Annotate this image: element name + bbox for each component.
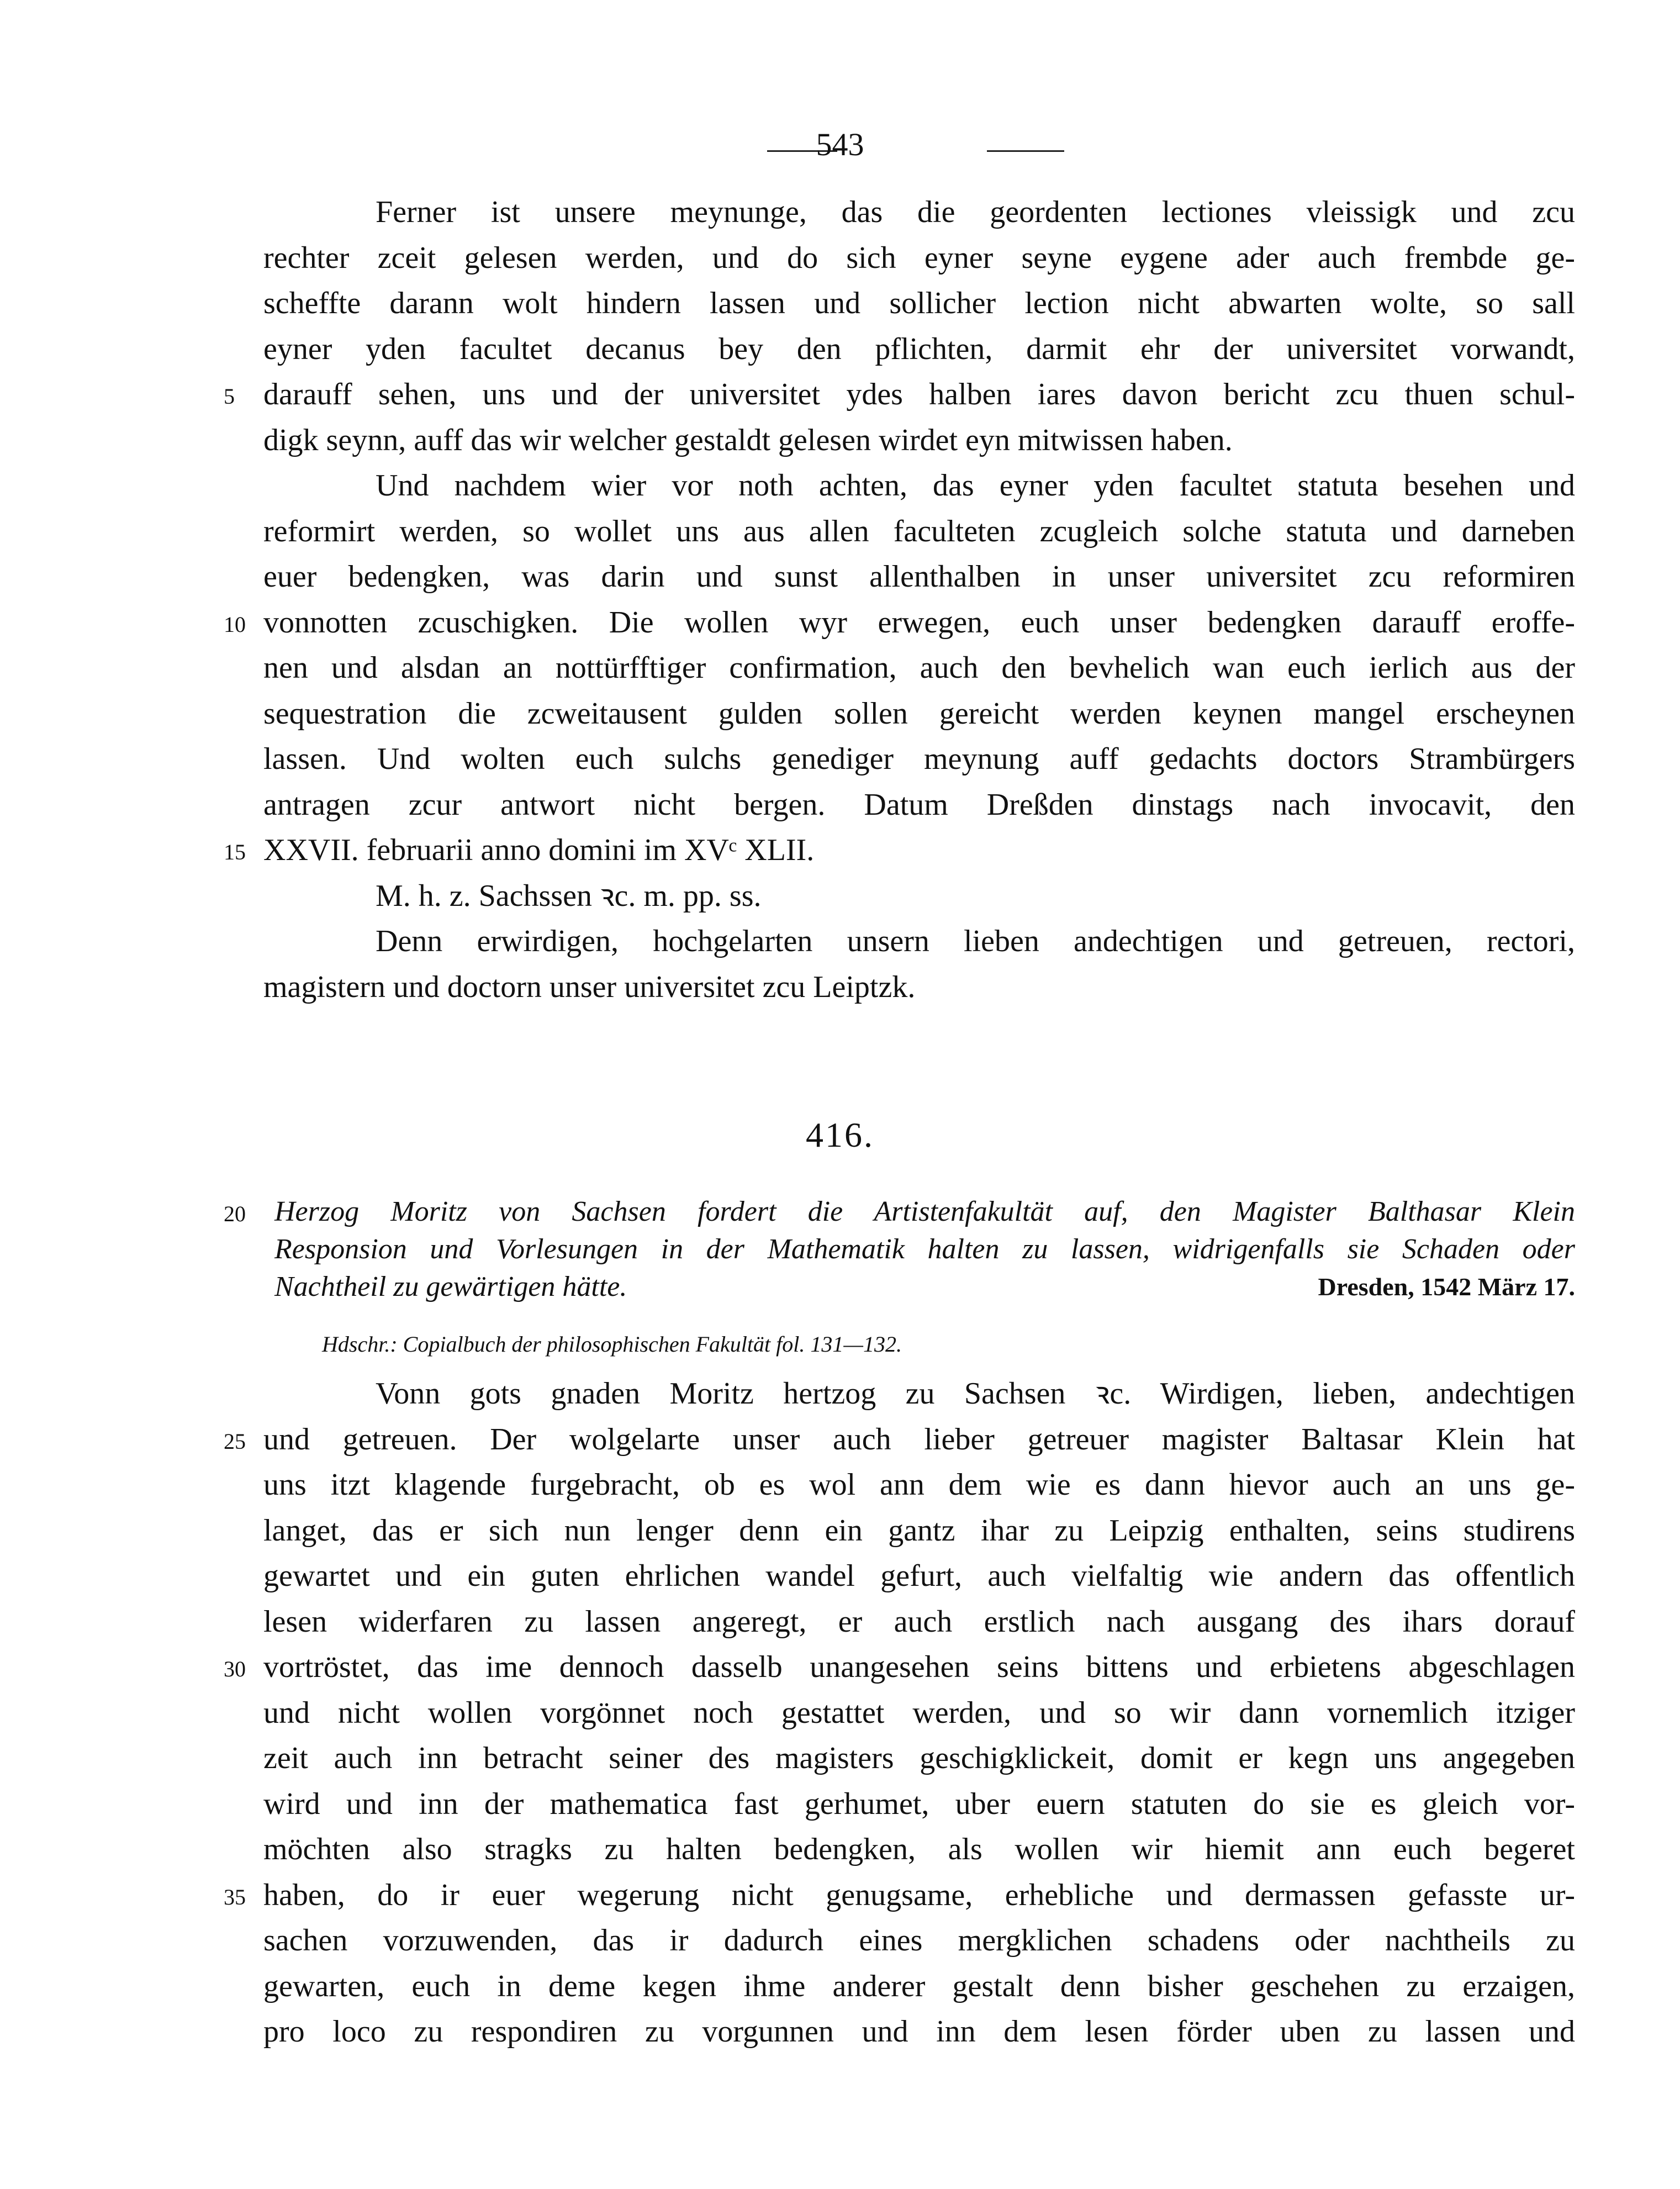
line-number: 10 [224, 611, 246, 637]
line-text: Responsion und Vorlesungen in der Mathematik halten zu lassen, widrigenfalls sie Schaden oder [274, 1233, 1575, 1265]
line-text: wird und inn der mathematica fast gerhumet, uber euern statuten do sie es gleich vor- [263, 1786, 1575, 1821]
line-text: sachen vorzuwenden, das ir dadurch eines mergklichen schadens oder nachtheils zu [263, 1923, 1575, 1958]
line-text: Vonn gots gnaden Moritz hertzog zu Sachsen ꝛc. Wirdigen, lieben, andechtigen [376, 1376, 1575, 1411]
text-line [263, 463, 1575, 509]
text-line [224, 600, 1575, 646]
line-number: 30 [224, 1657, 246, 1681]
text-line [263, 1371, 1575, 1417]
text-line [263, 281, 1575, 326]
line-text: magistern und doctorn unser universitet zcu Leiptzk. [263, 969, 916, 1004]
line-number: 20 [224, 1201, 246, 1226]
letter-text [224, 1371, 1575, 2055]
text-line [274, 1268, 1575, 1306]
text-line [224, 1644, 1575, 1690]
line-number: 25 [224, 1428, 246, 1454]
page-number: 543 [816, 126, 864, 162]
line-text: möchten also stragks zu halten bedengken, als wollen wir hiemit ann euch begeret [263, 1832, 1575, 1866]
line-number: 35 [224, 1884, 246, 1910]
line-number: 5 [224, 384, 235, 409]
line-text: Nachtheil zu gewärtigen hätte. [274, 1271, 627, 1302]
text-line [263, 1736, 1575, 1781]
text-line [263, 1781, 1575, 1827]
line-text: sequestration die zcweitausent gulden sollen gereicht werden keynen mangel erscheynen [263, 696, 1575, 731]
line-number: 15 [224, 840, 246, 864]
text-line [263, 1964, 1575, 2009]
text-line [263, 2009, 1575, 2055]
text-line [263, 509, 1575, 555]
source-note: Hdschr.: Copialbuch der philosophischen Fakultät fol. 131—132. [322, 1332, 902, 1357]
line-text: reformirt werden, so wollet uns aus allen faculteten zcugleich solche statuta und darneben [263, 514, 1575, 548]
line-text: gewarten, euch in deme kegen ihme anderer gestalt denn bisher geschehen zu erzaigen, [263, 1969, 1575, 2003]
header-rule-right [987, 150, 1064, 152]
text-line [263, 645, 1575, 691]
line-text: gewartet und ein guten ehrlichen wandel gefurt, auch vielfaltig wie andern das offentlich [263, 1559, 1575, 1593]
text-line [263, 1553, 1575, 1599]
text-line [263, 1827, 1575, 1872]
line-text: vonnotten zcuschigken. Die wollen wyr erwegen, euch unser bedengken darauff eroffe- [263, 605, 1575, 640]
line-text: uns itzt klagende furgebracht, ob es wol ann dem wie es dann hievor auch an uns ge- [263, 1468, 1575, 1502]
line-text: eyner yden facultet decanus bey den pflichten, darmit ehr der universitet vorwandt, [263, 331, 1575, 366]
text-line [263, 554, 1575, 600]
line-text: haben, do ir euer wegerung nicht genugsame, erhebliche und dermassen gefasste ur- [263, 1877, 1575, 1912]
text-line [224, 827, 1575, 873]
text-line [224, 372, 1575, 418]
line-text: Ferner ist unsere meynunge, das die geordenten lectiones vleissigk und zcu [376, 195, 1575, 229]
line-text: XXVII. februarii anno domini im XVᶜ XLII. [263, 833, 815, 867]
line-text: Denn erwirdigen, hochgelarten unsern lieben andechtigen und getreuen, rectori, [376, 924, 1575, 958]
text-line [263, 1462, 1575, 1508]
text-line [224, 1417, 1575, 1463]
text-line [263, 736, 1575, 782]
line-text: lesen widerfaren zu lassen angeregt, er auch erstlich nach ausgang des ihars dorauf [263, 1604, 1575, 1639]
text-line [274, 1231, 1575, 1268]
line-text: und nicht wollen vorgönnet noch gestattet werden, und so wir dann vornemlich itziger [263, 1695, 1575, 1730]
line-text: M. h. z. Sachssen ꝛc. m. pp. ss. [376, 878, 762, 913]
line-text: euer bedengken, was darin und sunst allenthalben in unser universitet zcu reformiren [263, 560, 1575, 594]
text-line [224, 1872, 1575, 1918]
document-number: 416. [806, 1115, 874, 1154]
line-text: antragen zcur antwort nicht bergen. Datum Dreßden dinstags nach invocavit, den [263, 787, 1575, 822]
line-text: nen und alsdan an nottürfftiger confirmation, auch den bevhelich wan euch ierlich aus der [263, 651, 1575, 685]
line-text: pro loco zu respondiren zu vorgunnen und inn dem lesen förder uben zu lassen und [263, 2014, 1575, 2049]
line-text: zeit auch inn betracht seiner des magisters geschigklickeit, domit er kegn uns angegeben [263, 1741, 1575, 1775]
line-text: Und nachdem wier vor noth achten, das eyner yden facultet statuta besehen und [376, 468, 1575, 503]
text-line [263, 964, 1575, 1010]
text-line [263, 691, 1575, 737]
line-text: lassen. Und wolten euch sulchs genediger meynung auff gedachts doctors Strambürgers [263, 742, 1575, 776]
text-line [263, 919, 1575, 964]
document-summary [224, 1193, 1575, 1306]
line-text: vortröstet, das ime dennoch dasselb unangesehen seins bittens und erbietens abgeschlagen [263, 1650, 1575, 1684]
text-line [224, 1193, 1575, 1231]
line-text: digk seynn, auff das wir welcher gestaldt gelesen wirdet eyn mitwissen haben. [263, 423, 1233, 457]
line-text: Herzog Moritz von Sachsen fordert die Artistenfakultät auf, den Magister Balthasar Klein [274, 1196, 1575, 1227]
text-line [263, 1690, 1575, 1736]
text-line [263, 782, 1575, 828]
text-line [263, 235, 1575, 281]
line-text: scheffte darann wolt hindern lassen und sollicher lection nicht abwarten wolte, so sall [263, 286, 1575, 320]
line-text: rechter zceit gelesen werden, und do sich eyner seyne eygene ader auch frembde ge- [263, 240, 1575, 275]
line-text: darauff sehen, uns und der universitet ydes halben iares davon bericht zcu thuen schul- [263, 377, 1575, 412]
letter-text-continued [224, 189, 1575, 1010]
text-line [263, 873, 1575, 919]
line-text: und getreuen. Der wolgelarte unser auch lieber getreuer magister Baltasar Klein hat [263, 1422, 1575, 1457]
text-line [263, 1508, 1575, 1554]
text-line [263, 418, 1575, 463]
text-line [263, 326, 1575, 372]
line-text: langet, das er sich nun lenger denn ein gantz ihar zu Leipzig enthalten, seins studirens [263, 1513, 1575, 1548]
text-line [263, 1918, 1575, 1964]
document-date: Dresden, 1542 März 17. [1318, 1273, 1575, 1301]
text-line [263, 1599, 1575, 1645]
text-line [263, 189, 1575, 235]
